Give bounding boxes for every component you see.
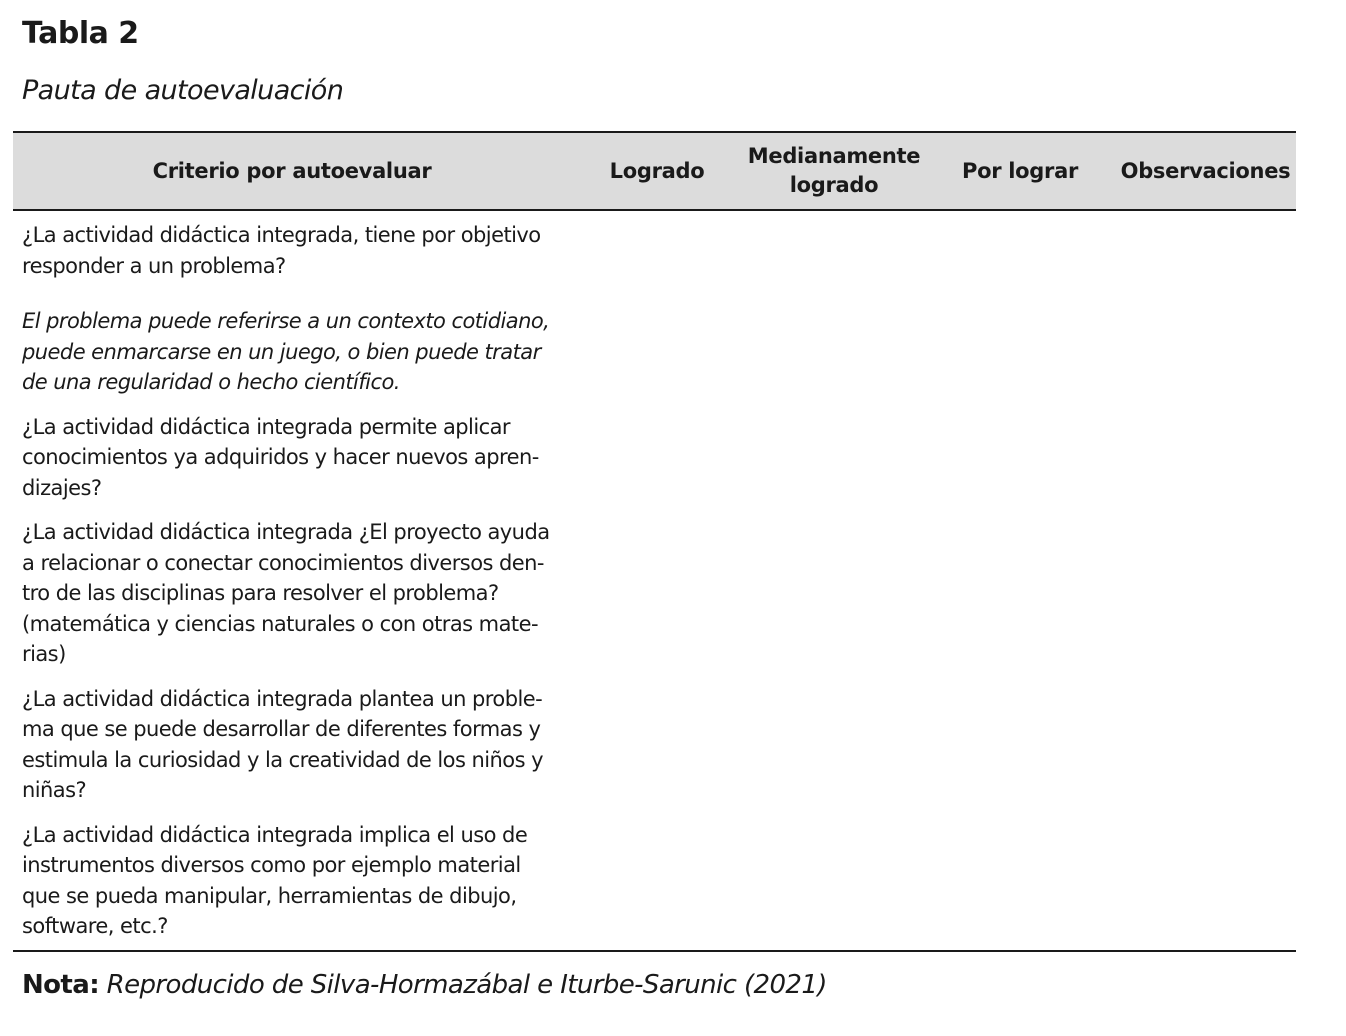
logrado-cell (571, 210, 743, 404)
por-lograr-cell (925, 210, 1115, 404)
por-lograr-cell (925, 676, 1115, 812)
por-lograr-cell (925, 812, 1115, 951)
logrado-cell (571, 812, 743, 951)
header-medianamente-line2: logrado (789, 173, 879, 197)
criterion-question: ¿La actividad didáctica integrada ¿El proyecto ayuda a relacionar o conectar conocimientos diversos den-tro de las disciplinas para resolver el problema? (matemática y ciencias naturales o con otras mate-rias) (22, 520, 550, 666)
medianamente-logrado-cell (743, 210, 925, 404)
criterion-cell (13, 509, 571, 676)
logrado-cell (571, 509, 743, 676)
criterion-question: ¿La actividad didáctica integrada permite aplicar conocimientos ya adquiridos y hacer nuevos apren-dizajes? (22, 414, 539, 500)
self-evaluation-table-container (13, 131, 1296, 952)
table-title: Tabla 2 (22, 16, 139, 51)
medianamente-logrado-cell (743, 812, 925, 951)
medianamente-logrado-cell (743, 404, 925, 510)
self-evaluation-table (13, 131, 1296, 952)
criterion-question: ¿La actividad didáctica integrada implica el uso de instrumentos diversos como por ejemplo material que se pueda manipular, herramientas de dibujo, software, etc.? (22, 822, 528, 938)
observaciones-cell (1115, 676, 1296, 812)
header-por-lograr: Por lograr (925, 132, 1115, 210)
table-row (13, 676, 1296, 812)
observaciones-cell (1115, 812, 1296, 951)
table-row (13, 509, 1296, 676)
header-medianamente-line1: Medianamente (747, 144, 921, 168)
table-row (13, 210, 1296, 404)
criterion-cell (13, 676, 571, 812)
table-row (13, 812, 1296, 951)
footnote-label: Nota: (22, 970, 99, 1000)
header-criterio: Criterio por autoevaluar (13, 132, 571, 210)
medianamente-logrado-cell (743, 509, 925, 676)
table-row (13, 404, 1296, 510)
table-subtitle: Pauta de autoevaluación (22, 75, 344, 106)
criterion-cell (13, 404, 571, 510)
observaciones-cell (1115, 509, 1296, 676)
observaciones-cell (1115, 210, 1296, 404)
logrado-cell (571, 404, 743, 510)
table-footnote (22, 966, 827, 1004)
criterion-question: ¿La actividad didáctica integrada plantea un proble-ma que se puede desarrollar de diferentes formas y estimula la curiosidad y la creatividad de los niños y niñas? (22, 686, 543, 802)
criterion-cell (13, 210, 571, 404)
por-lograr-cell (925, 404, 1115, 510)
criterion-note: El problema puede referirse a un contexto cotidiano, puede enmarcarse en un juego, o bien puede tratar de una regularidad o hecho científico. (22, 309, 550, 394)
table-header-row (13, 132, 1296, 210)
footnote-text: Reproducido de Silva-Hormazábal e Iturbe-Sarunic (2021) (106, 970, 827, 1000)
criterion-cell (13, 812, 571, 951)
por-lograr-cell (925, 509, 1115, 676)
criterion-question: ¿La actividad didáctica integrada, tiene por objetivo responder a un problema? (22, 223, 541, 278)
logrado-cell (571, 676, 743, 812)
header-logrado: Logrado (571, 132, 743, 210)
medianamente-logrado-cell (743, 676, 925, 812)
header-observaciones: Observaciones (1115, 132, 1296, 210)
observaciones-cell (1115, 404, 1296, 510)
header-medianamente-logrado (743, 132, 925, 210)
